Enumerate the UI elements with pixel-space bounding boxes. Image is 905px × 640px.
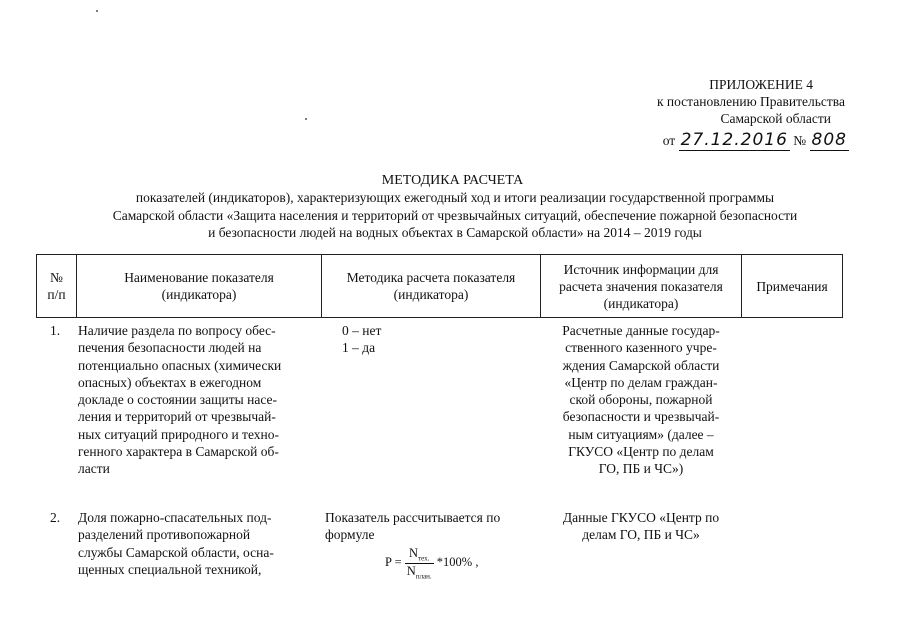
col-header-notes: Примечания xyxy=(742,255,843,318)
indicator-table-header xyxy=(36,254,843,318)
region-line: Самарской области xyxy=(720,111,831,126)
subtitle-line: Самарской области «Защита населения и территорий от чрезвычайных ситуаций, обеспечение пожарной безопасности xyxy=(112,207,798,223)
col-header-name: Наименование показателя (индикатора) xyxy=(77,255,322,318)
row-number: 1. xyxy=(50,323,61,338)
col-header-source: Источник информации для расчета значения показателя (индикатора) xyxy=(541,255,742,318)
date-prefix: от xyxy=(662,133,676,148)
formula-rhs: *100% , xyxy=(436,554,479,569)
indicator-name: Доля пожарно-спасательных под- разделений противопожарной службы Самарской области, осна- щенных специальной техникой, xyxy=(78,510,274,577)
scan-speck xyxy=(96,10,98,12)
col-header-num: № п/п xyxy=(37,255,77,318)
formula-fraction xyxy=(405,546,434,580)
formula-numerator: $N_{тех.}$ xyxy=(405,546,434,564)
date-number-line xyxy=(663,130,849,150)
info-source: Расчетные данные государ- ственного казенного учре- ждения Самарской области «Центр по делам граждан- ской обороны, пожарной безопасности и чрезвычай- ным ситуациям» (далее – ГКУСО «Центр по делам ГО, ПБ и ЧС») xyxy=(562,323,720,477)
formula-denominator: $N_{план.}$ xyxy=(406,563,432,580)
formula xyxy=(385,546,478,580)
handwritten-date: 27.12.2016 xyxy=(680,130,788,150)
handwritten-number: 808 xyxy=(811,130,847,150)
formula-lhs: P = xyxy=(385,554,402,569)
document-title: МЕТОДИКА РАСЧЕТА xyxy=(381,173,524,188)
subtitle-line: и безопасности людей на водных объектах в Самарской области» на 2014 – 2019 годы xyxy=(208,225,702,240)
scan-speck xyxy=(305,118,307,120)
document-subtitle xyxy=(60,189,850,242)
number-sign: № xyxy=(793,133,807,148)
decree-line: к постановлению Правительства xyxy=(656,94,845,109)
appendix-label: ПРИЛОЖЕНИЕ 4 xyxy=(709,77,813,92)
approval-header xyxy=(657,76,845,127)
subtitle-line: показателей (индикаторов), характеризующих ежегодный ход и итоги реализации государственной программы xyxy=(135,190,775,205)
col-header-method: Методика расчета показателя (индикатора) xyxy=(322,255,541,318)
calculation-method: 0 – нет 1 – да xyxy=(342,323,382,356)
calculation-method: Показатель рассчитывается по формуле xyxy=(325,510,501,543)
row-number: 2. xyxy=(50,510,61,525)
info-source: Данные ГКУСО «Центр по делам ГО, ПБ и ЧС» xyxy=(562,510,720,543)
indicator-name: Наличие раздела по вопросу обес- печения безопасности людей на потенциально опасных (химически опасных) объектах в ежегодном докладе о состоянии защиты насе- ления и территорий от чрезвычай- ных ситуаций природного и техно- генного характера в Самарской об- ласти xyxy=(78,323,282,477)
